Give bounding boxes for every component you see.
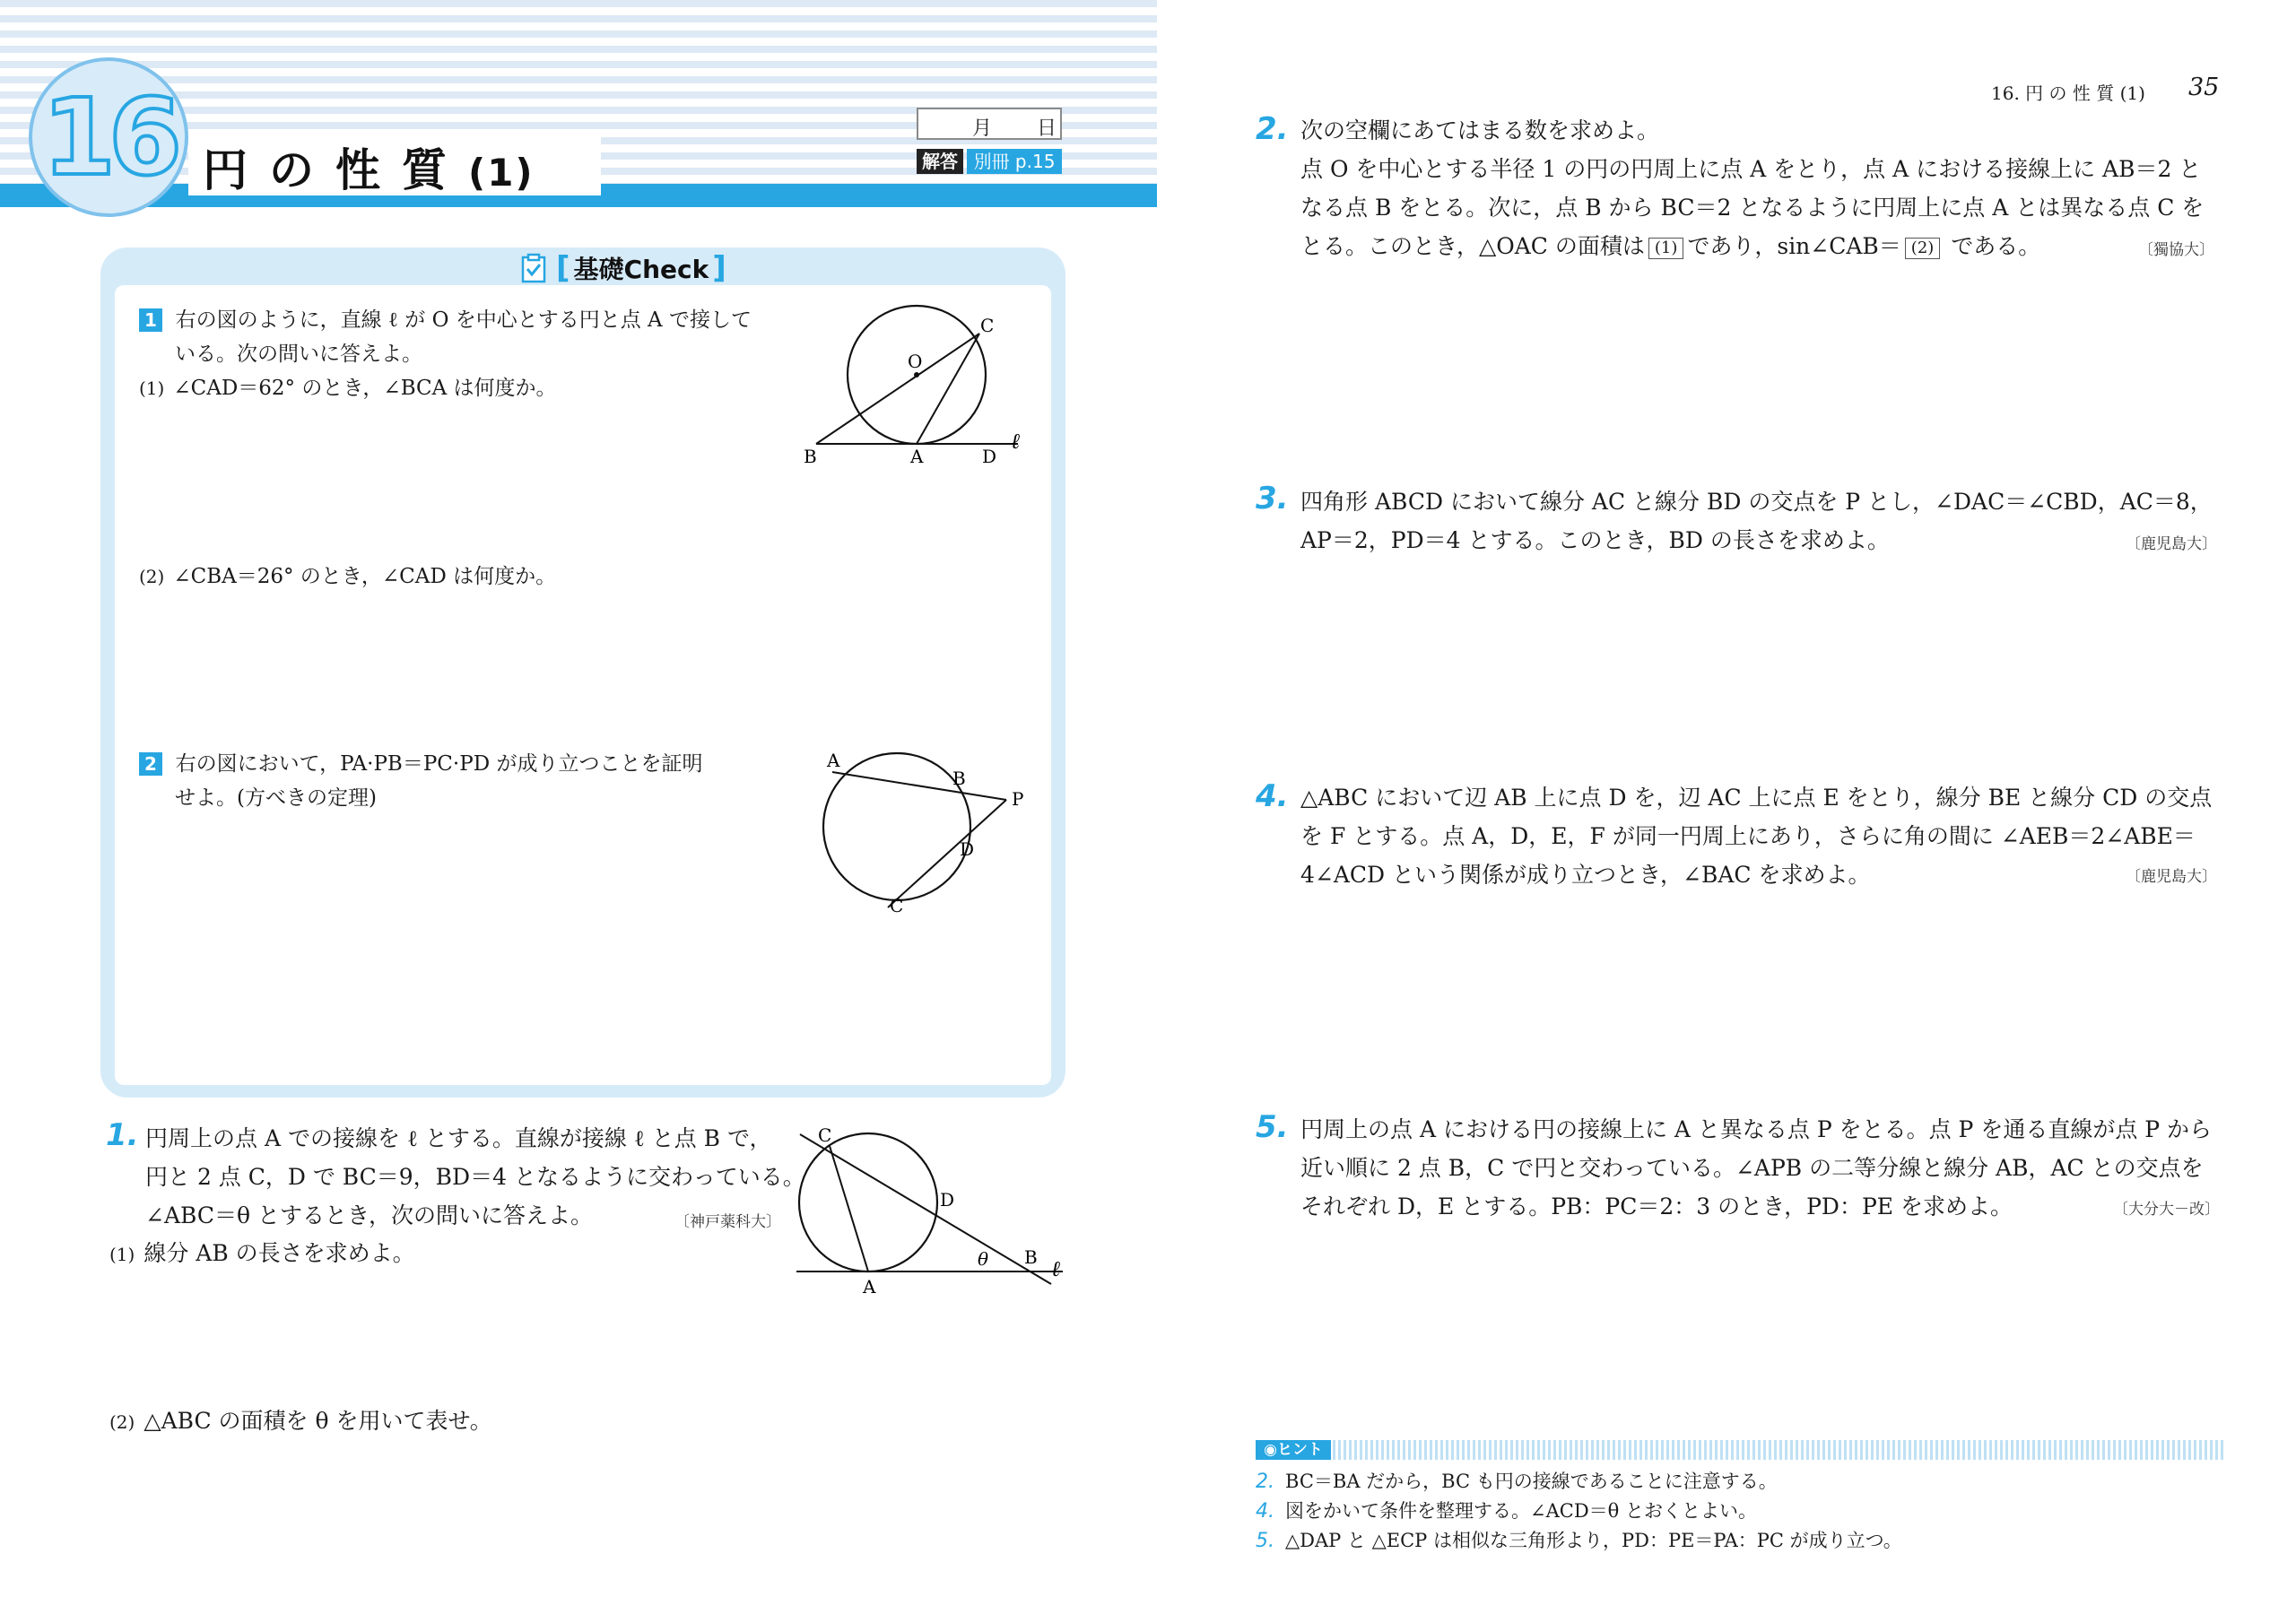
problem4-line2: を F とする。点 A，D，E，F が同一円周上にあり，さらに角の間に ∠AEB＝2∠ABE＝	[1300, 823, 2196, 849]
problem1-sub2-text: △ABC の面積を θ を用いて表せ。	[144, 1408, 492, 1434]
problem1-label-b: B	[1024, 1246, 1038, 1268]
problem5-source: 〔大分大－改〕	[2113, 1201, 2220, 1219]
problem2-line4a: とる。このとき，△OAC の面積は	[1300, 233, 1645, 259]
q2-label-b: B	[952, 768, 966, 789]
answer-label: 解答	[917, 149, 963, 174]
q1-label-c: C	[980, 315, 995, 336]
running-header-section: 16. 円 の 性 質 (1)	[1991, 82, 2145, 104]
problem3-line2: AP＝2，PD＝4 とする。このとき，BD の長さを求めよ。	[1300, 527, 1890, 553]
hint-text: BC＝BA だから，BC も円の接線であることに注意する。	[1285, 1471, 1778, 1492]
problem1-sub2-label: (2)	[109, 1411, 135, 1433]
problem1-chord-ca	[830, 1146, 868, 1271]
date-day: 日	[1037, 117, 1057, 140]
q1-label-d: D	[982, 446, 997, 467]
q1-sub2-label: (2)	[139, 566, 165, 587]
kiso-q2	[139, 747, 702, 815]
q1-secant-bc	[816, 334, 979, 444]
hint-num: 4.	[1256, 1500, 1274, 1523]
hint-text: 図をかいて条件を整理する。∠ACD＝θ とおくとよい。	[1285, 1500, 1757, 1522]
page-number: 35	[2188, 74, 2220, 101]
kiso-check-title: [ 基礎Check ]	[520, 250, 730, 286]
problem2-source: 〔獨協大〕	[2138, 241, 2214, 259]
q2-label-p: P	[1012, 788, 1024, 810]
problem3-number: 3.	[1256, 481, 1289, 516]
problem1-label-d: D	[940, 1189, 955, 1211]
problem4-line3: 4∠ACD という関係が成り立つとき，∠BAC を求めよ。	[1300, 862, 1871, 888]
problem1-label-c: C	[818, 1124, 832, 1146]
problem1-label-theta: θ	[978, 1248, 989, 1270]
problem1-label-l: ℓ	[1051, 1256, 1060, 1281]
problem2-line2: 点 O を中心とする半径 1 の円の円周上に点 A をとり，点 A における接線上に AB＝2 と	[1300, 156, 2202, 182]
q2-number-badge: 2	[139, 752, 162, 776]
q2-label-d: D	[960, 838, 975, 860]
kiso-q1-sub2	[139, 560, 556, 594]
clipboard-check-icon	[520, 253, 547, 283]
problem5-body	[1300, 1110, 2212, 1226]
q1-label-o: O	[908, 351, 923, 372]
page-title	[203, 135, 535, 199]
problem4-number: 4.	[1256, 778, 1289, 814]
q1-sub2: ∠CBA＝26° のとき，∠CAD は何度か。	[173, 565, 557, 588]
problem5-line1: 円周上の点 A における円の接線上に A と異なる点 P をとる。点 P を通る直線が点 P から	[1300, 1116, 2213, 1142]
problem1-number: 1.	[106, 1117, 139, 1153]
hint-item	[1256, 1467, 1902, 1497]
problem4-body	[1300, 778, 2212, 894]
hint-list	[1256, 1467, 1902, 1556]
hint-text: △DAP と △ECP は相似な三角形より，PD：PE＝PA：PC が成り立つ。	[1285, 1530, 1902, 1551]
problem1-label-a: A	[863, 1276, 876, 1296]
hint-num: 5.	[1256, 1530, 1274, 1552]
q1-sub1: ∠CAD＝62° のとき，∠BCA は何度か。	[173, 377, 557, 400]
q1-label-b: B	[804, 446, 817, 467]
problem5-line3: それぞれ D，E とする。PB：PC＝2：3 のとき，PD：PE を求めよ。	[1300, 1193, 2013, 1219]
lightbulb-icon: ◉	[1264, 1441, 1277, 1459]
chapter-number: 16	[41, 75, 176, 199]
problem2-blank2: (2)	[1905, 238, 1941, 259]
problem2-line4b: であり，sin∠CAB＝	[1687, 233, 1901, 259]
q1-label-a: A	[910, 446, 924, 467]
title-text: 円の性質	[203, 144, 468, 196]
q2-label-c: C	[890, 895, 904, 916]
problem2-line1: 次の空欄にあてはまる数を求めよ。	[1300, 117, 1660, 143]
problem4-line1: △ABC において辺 AB 上に点 D を，辺 AC 上に点 E をとり，線分 BE と線分 CD の交点	[1300, 785, 2213, 811]
kiso-q1	[139, 303, 752, 405]
problem1-figure	[789, 1116, 1076, 1296]
q1-sub1-label: (1)	[139, 378, 165, 399]
q2-circle	[823, 753, 970, 900]
q2-line2: せよ。(方べきの定理)	[175, 786, 377, 810]
title-paren: (1)	[468, 151, 535, 195]
date-box	[917, 108, 1062, 140]
q2-line1: 右の図において，PA·PB＝PC·PD が成り立つことを証明	[175, 752, 703, 776]
problem2-blank1: (1)	[1648, 238, 1684, 259]
answer-page-link[interactable]: 別冊 p.15	[967, 149, 1062, 174]
problem1-sub1-label: (1)	[109, 1244, 135, 1265]
problem3-line1: 四角形 ABCD において線分 AC と線分 BD の交点を P とし，∠DAC＝∠CBD，AC＝8，	[1300, 489, 2213, 515]
problem5-line2: 近い順に 2 点 B，C で円と交わっている。∠APB の二等分線と線分 AB，AC との交点を	[1300, 1155, 2204, 1181]
q1-line1: 右の図のように，直線 ℓ が O を中心とする円と点 A で接して	[175, 308, 752, 332]
problem1-secant	[800, 1134, 1051, 1284]
q2-label-a: A	[827, 750, 840, 771]
problem3-source: 〔鹿児島大〕	[2126, 535, 2217, 553]
problem1-line2: 円と 2 点 C，D で BC＝9，BD＝4 となるように交わっている。	[145, 1164, 805, 1190]
chapter-badge	[29, 57, 188, 217]
problem4-source: 〔鹿児島大〕	[2126, 868, 2217, 886]
hint-num: 2.	[1256, 1471, 1274, 1493]
problem3-body	[1300, 482, 2213, 560]
problem2-line4c: である。	[1951, 233, 2041, 259]
kiso-check-label: 基礎Check	[573, 255, 709, 284]
hint-item	[1256, 1497, 1902, 1526]
q1-line2: いる。次の問いに答えよ。	[175, 343, 422, 366]
q1-label-l: ℓ	[1011, 429, 1020, 454]
q2-secant-ab	[832, 772, 1006, 800]
hint-label-text: ヒント	[1276, 1441, 1323, 1459]
date-month: 月	[972, 117, 993, 140]
hint-item	[1256, 1526, 1902, 1556]
problem1-source: 〔神戸薬科大〕	[674, 1213, 781, 1231]
q1-figure	[789, 296, 1049, 475]
problem1-circle	[799, 1133, 937, 1271]
problem2-number: 2.	[1256, 111, 1289, 147]
problem1-line1: 円周上の点 A での接線を ℓ とする。直線が接線 ℓ と点 B で，	[145, 1125, 772, 1151]
problem2-body	[1300, 111, 2204, 265]
problem1-line3: ∠ABC＝θ とするとき，次の問いに答えよ。	[145, 1202, 593, 1228]
q2-secant-cd	[888, 800, 1006, 907]
q1-center-dot	[914, 372, 919, 378]
problem1-sub1	[109, 1234, 415, 1274]
hint-strip	[1333, 1440, 2224, 1460]
hint-label	[1256, 1440, 1331, 1460]
problem2-line3: なる点 B をとる。次に，点 B から BC＝2 となるように円周上に点 A とは異なる点 C を	[1300, 195, 2205, 221]
problem1-sub1-text: 線分 AB の長さを求めよ。	[144, 1240, 415, 1266]
q1-number-badge: 1	[139, 308, 162, 332]
q1-chord-ac	[917, 334, 979, 444]
problem1-sub2	[109, 1402, 492, 1442]
problem5-number: 5.	[1256, 1109, 1289, 1145]
q2-figure	[807, 744, 1040, 924]
